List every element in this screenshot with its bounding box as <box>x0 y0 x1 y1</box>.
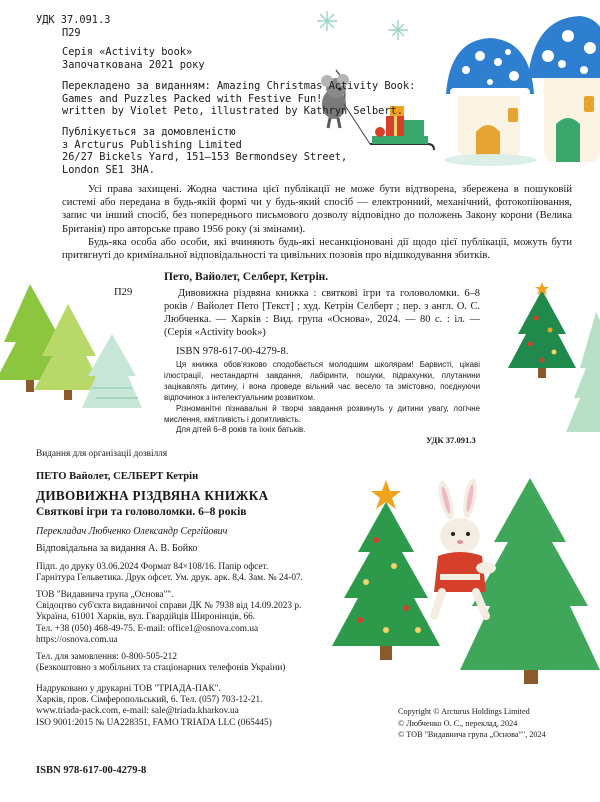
isbn-bottom: ISBN 978-617-00-4279-8 <box>36 765 147 776</box>
publisher-line: Тел. +38 (050) 468-49-75. E-mail: office1@osnova.com.ua <box>36 623 259 634</box>
mushroom-house <box>528 16 600 162</box>
bunny-trees-illustration <box>330 470 600 700</box>
printer-line: www.triada-pack.com, e-mail: sale@triada.kharkov.ua <box>36 706 239 717</box>
abstract-paragraph: Ця книжка обов'язково сподобається молодшим школярам! Барвисті, цікаві ілюстрації, нестандартні завдання, лабіринти, пошуки, підрахунки, плутанини зацікавлять дитину, і вона проведе вільний час весело та змістовно, поєднуючи відпочинок з інтелектуальним розвитком. <box>164 360 480 402</box>
rights-paragraph: Усі права захищені. Жодна частина цієї публікації не може бути відтворена, збережена в пошуковій системі або передана в будь-якій формі чи у будь-який спосіб — електронний, механічний, фотокопіювання, запис чи інший спосіб, без попереднього письмового дозволу відповідно до положень Закону корони (Велика Британія) про авторське право 1956 року (зі змінами). <box>62 184 572 235</box>
sparkle-icon <box>317 11 337 31</box>
publisher-info <box>36 590 301 646</box>
agreement-line: 26/27 Bickels Yard, 151–153 Bermondsey Street, <box>62 151 348 164</box>
order-info <box>36 652 285 674</box>
header-block <box>36 14 110 39</box>
tree <box>566 312 600 432</box>
copyright-notice <box>62 183 572 262</box>
liability-paragraph: Будь-яка особа або особи, які вчиняють будь-які несанкціоновані дії щодо цієї публікації, можуть бути притягнуті до кримінальної відповідальності та цивільних позовів про відшкодування збитків. <box>62 236 572 262</box>
printer-line: Надруковано у друкарні ТОВ "ТРІАДА-ПАК". <box>36 684 221 694</box>
publisher-line: Україна, 61001 Харків, вул. Гвардійців Широнінців, 66. <box>36 612 256 623</box>
catalog-isbn: ISBN 978-617-00-4279-8. <box>176 346 289 357</box>
publisher-website: https://osnova.com.ua <box>36 634 118 645</box>
catalog-udk: УДК 37.091.3 <box>426 435 476 445</box>
edition-note: Видання для організації дозвілля <box>36 449 168 459</box>
catalog-code: П29 <box>62 26 81 39</box>
decorated-tree <box>508 290 576 378</box>
order-line: (Безкоштовно з мобільних та стаціонарних телефонів України) <box>36 663 286 674</box>
abstract-paragraph: Різноманітні пізнавальні й творчі завдання розвинуть у дитини увагу, логічне мислення, кмітливість і допитливість. <box>164 403 480 424</box>
print-detail-line: Гарнітура Гельветика. Друк офсет. Ум. друк. арк. 8,4. Зам. № 24-07. <box>36 573 303 584</box>
translation-line: written by Violet Peto, illustrated by Kathryn Selbert. <box>62 105 403 118</box>
left-trees-illustration <box>0 284 150 424</box>
translator: Перекладач Любченко Олександр Сергійович <box>36 526 228 537</box>
translation-line: Перекладено за виданням: Amazing Christmas Activity Book: <box>62 80 416 92</box>
publisher-line: ТОВ "Видавнича група „Основа"". <box>36 590 174 600</box>
decorated-tree <box>332 502 440 660</box>
udk-code: УДК 37.091.3 <box>36 14 111 26</box>
translation-line: Games and Puzzles Packed with Festive Fun! <box>62 92 323 105</box>
print-detail-line: Підп. до друку 03.06.2024 Формат 84×108/16. Папір офсет. <box>36 562 269 572</box>
abstract-paragraph: Для дітей 6–8 років та їхніх батьків. <box>176 425 306 435</box>
printer-line: ISO 9001:2015 № UA228351, FAMO TRIADA LLC (065445) <box>36 717 272 728</box>
catalog-code-left: П29 <box>114 287 133 298</box>
printer-line: Харків, пров. Сімферопольський, 6. Тел. (057) 703-12-21. <box>36 695 263 706</box>
sparkle-icon <box>388 20 408 40</box>
imprint-authors: ПЕТО Вайолет, СЕЛБЕРТ Кетрін <box>36 471 199 482</box>
book-subtitle: Святкові ігри та головоломки. 6–8 років <box>36 506 247 518</box>
translation-block <box>62 80 415 118</box>
right-trees-illustration <box>496 282 600 442</box>
responsible-editor: Відповідальна за видання А. В. Бойко <box>36 543 198 554</box>
copyright-line: © ТОВ "Видавнича група „Основа"", 2024 <box>398 730 546 740</box>
agreement-line: з Arcturus Publishing Limited <box>62 138 242 151</box>
catalog-description: Дивовижна різдвяна книжка : святкові ігри та головоломки. 6–8 років / Вайолет Пето [Текст] ; худ. Кетрін Селберт ; пер. з англ. О. С. Любченка. — Харків : Вид. група «Основа», 2024. — 80 с. : іл. — (Серія «Activity book») <box>164 288 480 338</box>
series-name: Серія «Activity book» <box>62 46 193 58</box>
catalog-abstract <box>164 360 480 436</box>
print-details <box>36 562 303 584</box>
order-line: Тел. для замовлення: 0-800-505-212 <box>36 652 177 662</box>
agreement-line: Публікується за домовленістю <box>62 126 236 138</box>
agreement-line: London SE1 3HA. <box>62 163 155 176</box>
copyright-block <box>398 706 546 741</box>
mushroom-house <box>444 38 536 166</box>
copyright-line: © Любченко О. С., переклад, 2024 <box>398 718 518 728</box>
series-block <box>62 46 205 71</box>
book-title: ДИВОВИЖНА РІЗДВЯНА КНИЖКА <box>36 488 269 503</box>
catalog-author: Пето, Вайолет, Селберт, Кетрін. <box>164 271 329 283</box>
copyright-line: Copyright © Arcturus Holdings Limited <box>398 707 530 716</box>
series-founded: Започаткована 2021 року <box>62 58 205 71</box>
tree <box>82 334 142 408</box>
publisher-line: Свідоцтво суб'єкта видавничої справи ДК № 7938 від 14.09.2023 р. <box>36 601 302 612</box>
printer-info <box>36 684 272 729</box>
publisher-agreement-block <box>62 126 347 176</box>
